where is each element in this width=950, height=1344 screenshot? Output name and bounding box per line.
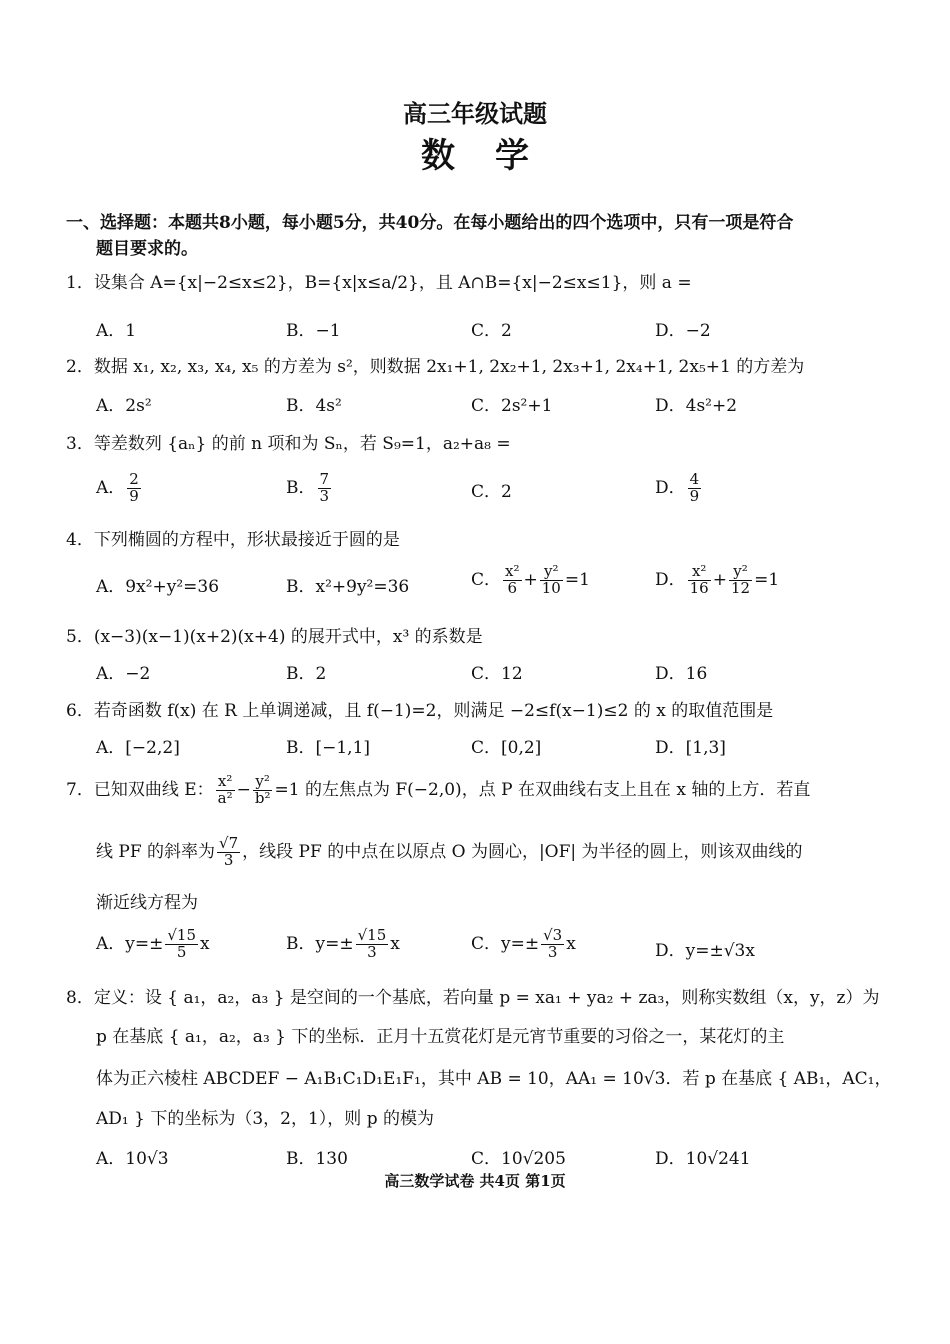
q7-line-1-rest: =1 的左焦点为 F(−2,0)，点 P 在双曲线右支上且在 x 轴的上方．若直 — [274, 779, 811, 800]
q7-line-2-start: 线 PF 的斜率为 — [96, 841, 216, 862]
denominator: 3 — [367, 942, 377, 961]
variable-x: x — [390, 933, 400, 954]
question-2: 2．数据 x₁, x₂, x₃, x₄, x₅ 的方差为 s²，则数据 2x₁+1, 2x₂+1, 2x₃+1, 2x₄+1, 2x₅+1 的方差为 — [66, 357, 805, 377]
question-1: 1．设集合 A={x|−2≤x≤2}，B={x|x≤a/2}，且 A∩B={x|−2≤x≤1}，则 a = — [66, 273, 692, 293]
numerator: y² — [729, 564, 752, 581]
fraction — [253, 774, 273, 807]
q8-option-b: B．130 — [286, 1149, 348, 1169]
q8-option-d: D．10√241 — [655, 1149, 751, 1169]
q6-option-a: A．[−2,2] — [96, 738, 180, 758]
denominator: 3 — [319, 486, 330, 505]
equals-one: =1 — [564, 569, 590, 590]
q2-option-a: A．2s² — [96, 396, 152, 416]
q4-option-b: B．x²+9y²=36 — [286, 577, 410, 597]
page-footer: 高三数学试卷 共4页 第1页 — [384, 1172, 566, 1190]
question-5: 5．(x−3)(x−1)(x+2)(x+4) 的展开式中，x³ 的系数是 — [66, 627, 483, 647]
q8-option-c: C．10√205 — [471, 1149, 566, 1169]
q1-option-d: D．−2 — [655, 321, 711, 341]
q7-option-a — [96, 928, 210, 961]
q7-line-2-rest: ，线段 PF 的中点在以原点 O 为圆心，|OF| 为半径的圆上，则该双曲线的 — [242, 841, 803, 862]
fraction — [165, 928, 198, 961]
q5-option-d: D．16 — [655, 664, 708, 684]
q4-option-c-label: C． — [471, 569, 502, 590]
q7-intro: 7．已知双曲线 E： — [66, 779, 214, 800]
equals-one: =1 — [754, 569, 780, 590]
q3-option-d — [655, 472, 703, 505]
denominator: 5 — [176, 942, 187, 961]
q7-option-c — [471, 928, 576, 961]
fraction — [729, 564, 752, 597]
question-8-line-1: 8．定义：设 { a₁，a₂，a₃ } 是空间的一个基底，若向量 p = xa₁ + ya₂ + za₃，则称实数组（x，y，z）为 — [66, 988, 880, 1008]
fraction — [503, 564, 521, 597]
q3-option-a-label: A． — [96, 477, 126, 498]
numerator: x² — [216, 774, 235, 791]
q3-option-a — [96, 472, 143, 505]
numerator: 7 — [319, 470, 330, 488]
question-3: 3．等差数列 {aₙ} 的前 n 项和为 Sₙ，若 S₉=1，a₂+a₈ = — [66, 434, 511, 454]
numerator: √7 — [219, 834, 239, 852]
q1-option-b: B．−1 — [286, 321, 341, 341]
q6-option-c: C．[0,2] — [471, 738, 542, 758]
fraction — [540, 564, 563, 597]
question-8-line-3: 体为正六棱柱 ABCDEF − A₁B₁C₁D₁E₁F₁，其中 AB = 10，AA₁ = 10√3．若 p 在基底 { AB₁，AC₁， — [96, 1069, 892, 1089]
numerator: y² — [540, 564, 563, 581]
fraction — [127, 472, 141, 505]
q1-option-a: A．1 — [96, 321, 137, 341]
q7-option-b — [286, 928, 400, 961]
q5-option-b: B．2 — [286, 664, 327, 684]
denominator: 3 — [547, 942, 558, 961]
numerator: √3 — [543, 926, 563, 944]
q5-option-c: C．12 — [471, 664, 523, 684]
section-heading: 一、选择题：本题共8小题，每小题5分，共40分。在每小题给出的四个选项中，只有一项是符合 — [66, 213, 794, 233]
fraction — [318, 472, 332, 505]
denominator: 12 — [730, 578, 751, 597]
question-6: 6．若奇函数 f(x) 在 R 上单调递减，且 f(−1)=2，则满足 −2≤f(x−1)≤2 的 x 的取值范围是 — [66, 701, 774, 721]
q6-option-b: B．[−1,1] — [286, 738, 371, 758]
q7-option-b-label: B．y=± — [286, 933, 354, 954]
numerator: √15 — [357, 926, 387, 944]
denominator: 10 — [541, 578, 561, 597]
q4-option-c: C． $\frac{\text{x²}}{6}$ + $\frac{\text{y²}}{10}$ =1 — [471, 562, 590, 597]
q4-option-a: A．9x²+y²=36 — [96, 577, 220, 597]
q7-option-d: D．y=±√3x — [655, 941, 755, 961]
question-8-line-4: AD₁ } 下的坐标为（3，2，1），则 p 的模为 — [96, 1109, 434, 1129]
numerator: 2 — [129, 470, 139, 488]
q7-option-a-label: A．y=± — [96, 933, 164, 954]
fraction — [541, 928, 564, 961]
fraction — [688, 564, 711, 597]
question-4: 4．下列椭圆的方程中，形状最接近于圆的是 — [66, 530, 400, 550]
denominator: a² — [217, 788, 233, 807]
q6-option-d: D．[1,3] — [655, 738, 726, 758]
variable-x: x — [200, 933, 210, 954]
fraction — [356, 928, 389, 961]
q3-option-b — [286, 472, 333, 505]
q7-option-c-label: C．y=± — [471, 933, 540, 954]
denominator: 3 — [223, 850, 234, 869]
q3-option-d-label: D． — [655, 477, 686, 498]
question-7-line-3: 渐近线方程为 — [96, 893, 198, 913]
q8-option-a: A．10√3 — [96, 1149, 169, 1169]
numerator: 4 — [689, 470, 700, 488]
denominator: 16 — [689, 578, 709, 597]
q2-option-c: C．2s²+1 — [471, 396, 553, 416]
q4-option-d: D． $\frac{\text{x²}}{16}$ + $\frac{\text{y²}}{12}$ =1 — [655, 562, 780, 597]
question-7-line-1: 7．已知双曲线 E： $\frac{\text{x²}}{\text{a²}}$ − $\frac{\text{y²}}{\text{b²}}$ =1 的左焦点为 F(−2,0)，点 P 在双曲线右支上且在 x 轴的上方．若直 — [66, 772, 811, 807]
section-heading-cont: 题目要求的。 — [96, 239, 198, 259]
variable-x: x — [566, 933, 576, 954]
q2-option-b: B．4s² — [286, 396, 342, 416]
q2-option-d: D．4s²+2 — [655, 396, 738, 416]
fraction — [217, 836, 240, 869]
denominator: 9 — [689, 486, 700, 505]
denominator: 9 — [129, 486, 139, 505]
question-8-line-2: p 在基底 { a₁，a₂，a₃ } 下的坐标．正月十五赏花灯是元宵节重要的习俗之一，某花灯的主 — [96, 1027, 785, 1047]
numerator: y² — [253, 774, 273, 791]
q4-option-d-label: D． — [655, 569, 686, 590]
fraction — [688, 472, 702, 505]
numerator: x² — [688, 564, 711, 581]
q5-option-a: A．−2 — [96, 664, 151, 684]
exam-title: 高三年级试题 — [403, 99, 547, 128]
denominator: 6 — [507, 578, 518, 597]
subject-title: 数学 — [421, 136, 569, 176]
q3-option-c: C．2 — [471, 482, 512, 502]
denominator: b² — [254, 788, 271, 807]
q1-option-c: C．2 — [471, 321, 512, 341]
numerator: x² — [505, 562, 520, 580]
q3-option-b-label: B． — [286, 477, 316, 498]
numerator: √15 — [167, 926, 197, 944]
fraction — [216, 774, 235, 807]
question-7-line-2 — [96, 836, 803, 869]
